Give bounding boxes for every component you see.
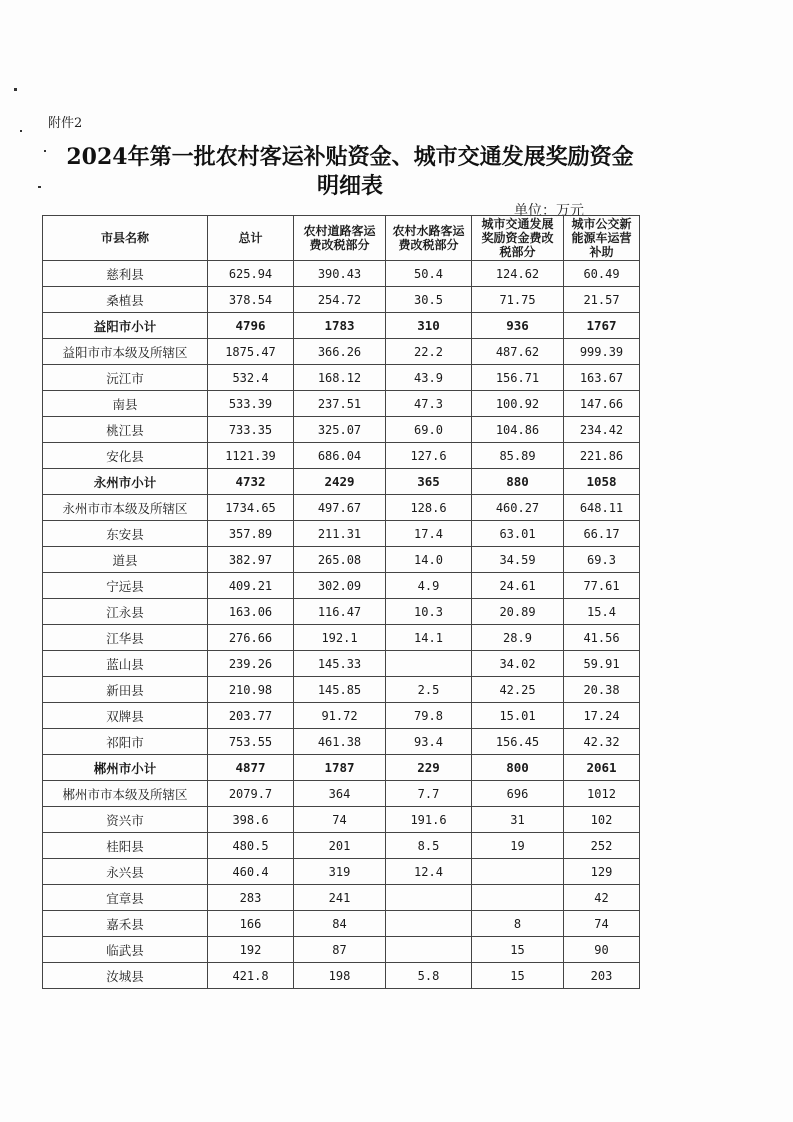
table-header-row bbox=[43, 216, 640, 261]
cell-bus-subsidy: 15.4 bbox=[564, 599, 640, 625]
cell-urban-transport: 156.45 bbox=[472, 729, 564, 755]
cell-rural-water: 17.4 bbox=[386, 521, 472, 547]
cell-rural-road: 145.85 bbox=[294, 677, 386, 703]
table-row bbox=[43, 859, 640, 885]
cell-rural-water: 8.5 bbox=[386, 833, 472, 859]
cell-total: 1734.65 bbox=[208, 495, 294, 521]
table-row bbox=[43, 703, 640, 729]
cell-bus-subsidy: 999.39 bbox=[564, 339, 640, 365]
cell-county-name: 郴州市市本级及所辖区 bbox=[43, 781, 208, 807]
table-row bbox=[43, 495, 640, 521]
cell-urban-transport: 20.89 bbox=[472, 599, 564, 625]
cell-total: 409.21 bbox=[208, 573, 294, 599]
attachment-label: 附件2 bbox=[48, 116, 83, 131]
cell-rural-water: 4.9 bbox=[386, 573, 472, 599]
cell-total: 203.77 bbox=[208, 703, 294, 729]
cell-bus-subsidy: 1012 bbox=[564, 781, 640, 807]
cell-rural-water: 12.4 bbox=[386, 859, 472, 885]
cell-total: 283 bbox=[208, 885, 294, 911]
cell-rural-road: 237.51 bbox=[294, 391, 386, 417]
cell-bus-subsidy: 60.49 bbox=[564, 261, 640, 287]
cell-county-name: 慈利县 bbox=[43, 261, 208, 287]
cell-urban-transport: 85.89 bbox=[472, 443, 564, 469]
subtotal-row bbox=[43, 313, 640, 339]
table-row bbox=[43, 339, 640, 365]
cell-bus-subsidy: 102 bbox=[564, 807, 640, 833]
cell-rural-water bbox=[386, 911, 472, 937]
cell-urban-transport: 124.62 bbox=[472, 261, 564, 287]
cell-rural-water bbox=[386, 651, 472, 677]
cell-bus-subsidy: 1767 bbox=[564, 313, 640, 339]
cell-rural-road: 1787 bbox=[294, 755, 386, 781]
cell-rural-road: 319 bbox=[294, 859, 386, 885]
cell-bus-subsidy: 42 bbox=[564, 885, 640, 911]
unit-label: 单位：万元 bbox=[514, 203, 584, 219]
cell-rural-road: 390.43 bbox=[294, 261, 386, 287]
table-row bbox=[43, 937, 640, 963]
cell-rural-road: 87 bbox=[294, 937, 386, 963]
cell-rural-road: 364 bbox=[294, 781, 386, 807]
cell-rural-water: 79.8 bbox=[386, 703, 472, 729]
cell-urban-transport: 100.92 bbox=[472, 391, 564, 417]
cell-county-name: 临武县 bbox=[43, 937, 208, 963]
cell-urban-transport bbox=[472, 859, 564, 885]
cell-rural-road: 302.09 bbox=[294, 573, 386, 599]
cell-rural-road: 254.72 bbox=[294, 287, 386, 313]
cell-bus-subsidy: 66.17 bbox=[564, 521, 640, 547]
cell-total: 4732 bbox=[208, 469, 294, 495]
cell-urban-transport: 696 bbox=[472, 781, 564, 807]
cell-county-name: 永州市小计 bbox=[43, 469, 208, 495]
subtotal-row bbox=[43, 469, 640, 495]
cell-county-name: 桃江县 bbox=[43, 417, 208, 443]
cell-county-name: 宜章县 bbox=[43, 885, 208, 911]
cell-county-name: 汝城县 bbox=[43, 963, 208, 989]
cell-total: 4877 bbox=[208, 755, 294, 781]
cell-county-name: 南县 bbox=[43, 391, 208, 417]
table-row bbox=[43, 807, 640, 833]
cell-urban-transport: 42.25 bbox=[472, 677, 564, 703]
cell-total: 1121.39 bbox=[208, 443, 294, 469]
cell-total: 532.4 bbox=[208, 365, 294, 391]
cell-rural-road: 325.07 bbox=[294, 417, 386, 443]
cell-rural-road: 192.1 bbox=[294, 625, 386, 651]
cell-total: 382.97 bbox=[208, 547, 294, 573]
cell-rural-water: 47.3 bbox=[386, 391, 472, 417]
cell-bus-subsidy: 129 bbox=[564, 859, 640, 885]
cell-total: 480.5 bbox=[208, 833, 294, 859]
cell-rural-water bbox=[386, 937, 472, 963]
cell-county-name: 永兴县 bbox=[43, 859, 208, 885]
table-row bbox=[43, 651, 640, 677]
cell-county-name: 双牌县 bbox=[43, 703, 208, 729]
cell-bus-subsidy: 90 bbox=[564, 937, 640, 963]
cell-rural-road: 497.67 bbox=[294, 495, 386, 521]
cell-urban-transport: 15.01 bbox=[472, 703, 564, 729]
cell-rural-road: 201 bbox=[294, 833, 386, 859]
cell-rural-road: 198 bbox=[294, 963, 386, 989]
table-row bbox=[43, 885, 640, 911]
cell-bus-subsidy: 221.86 bbox=[564, 443, 640, 469]
cell-rural-water: 50.4 bbox=[386, 261, 472, 287]
cell-bus-subsidy: 77.61 bbox=[564, 573, 640, 599]
cell-county-name: 江永县 bbox=[43, 599, 208, 625]
header-bus-subsidy: 城市公交新能源车运营补助 bbox=[564, 216, 640, 261]
table-row bbox=[43, 547, 640, 573]
cell-county-name: 桂阳县 bbox=[43, 833, 208, 859]
cell-rural-road: 1783 bbox=[294, 313, 386, 339]
cell-bus-subsidy: 74 bbox=[564, 911, 640, 937]
table-body bbox=[43, 261, 640, 989]
cell-urban-transport: 34.02 bbox=[472, 651, 564, 677]
cell-rural-road: 74 bbox=[294, 807, 386, 833]
cell-total: 2079.7 bbox=[208, 781, 294, 807]
cell-county-name: 嘉禾县 bbox=[43, 911, 208, 937]
header-rural-road: 农村道路客运费改税部分 bbox=[294, 216, 386, 261]
cell-total: 239.26 bbox=[208, 651, 294, 677]
cell-rural-water: 10.3 bbox=[386, 599, 472, 625]
table-row bbox=[43, 261, 640, 287]
cell-urban-transport: 63.01 bbox=[472, 521, 564, 547]
cell-county-name: 益阳市小计 bbox=[43, 313, 208, 339]
cell-total: 398.6 bbox=[208, 807, 294, 833]
cell-county-name: 蓝山县 bbox=[43, 651, 208, 677]
cell-rural-water: 310 bbox=[386, 313, 472, 339]
cell-rural-road: 461.38 bbox=[294, 729, 386, 755]
table-row bbox=[43, 963, 640, 989]
cell-rural-water: 5.8 bbox=[386, 963, 472, 989]
subtotal-row bbox=[43, 755, 640, 781]
cell-bus-subsidy: 2061 bbox=[564, 755, 640, 781]
cell-urban-transport: 31 bbox=[472, 807, 564, 833]
cell-rural-water: 14.1 bbox=[386, 625, 472, 651]
cell-rural-water bbox=[386, 885, 472, 911]
cell-urban-transport bbox=[472, 885, 564, 911]
document-title-continued: 明细表 bbox=[316, 173, 383, 199]
cell-urban-transport: 24.61 bbox=[472, 573, 564, 599]
header-urban-transport: 城市交通发展奖励资金费改税部分 bbox=[472, 216, 564, 261]
cell-county-name: 新田县 bbox=[43, 677, 208, 703]
cell-total: 4796 bbox=[208, 313, 294, 339]
table-row bbox=[43, 833, 640, 859]
cell-rural-water: 22.2 bbox=[386, 339, 472, 365]
cell-bus-subsidy: 20.38 bbox=[564, 677, 640, 703]
cell-urban-transport: 800 bbox=[472, 755, 564, 781]
cell-county-name: 益阳市市本级及所辖区 bbox=[43, 339, 208, 365]
cell-total: 276.66 bbox=[208, 625, 294, 651]
cell-rural-road: 145.33 bbox=[294, 651, 386, 677]
cell-total: 460.4 bbox=[208, 859, 294, 885]
table-row bbox=[43, 287, 640, 313]
cell-total: 533.39 bbox=[208, 391, 294, 417]
cell-county-name: 东安县 bbox=[43, 521, 208, 547]
cell-total: 210.98 bbox=[208, 677, 294, 703]
cell-county-name: 郴州市小计 bbox=[43, 755, 208, 781]
cell-rural-water: 93.4 bbox=[386, 729, 472, 755]
cell-bus-subsidy: 234.42 bbox=[564, 417, 640, 443]
cell-rural-water: 43.9 bbox=[386, 365, 472, 391]
cell-total: 625.94 bbox=[208, 261, 294, 287]
cell-urban-transport: 71.75 bbox=[472, 287, 564, 313]
cell-urban-transport: 34.59 bbox=[472, 547, 564, 573]
cell-urban-transport: 460.27 bbox=[472, 495, 564, 521]
table-row bbox=[43, 599, 640, 625]
cell-bus-subsidy: 163.67 bbox=[564, 365, 640, 391]
funding-table bbox=[42, 215, 640, 989]
cell-rural-water: 128.6 bbox=[386, 495, 472, 521]
cell-rural-water: 69.0 bbox=[386, 417, 472, 443]
cell-rural-road: 265.08 bbox=[294, 547, 386, 573]
cell-total: 378.54 bbox=[208, 287, 294, 313]
cell-urban-transport: 15 bbox=[472, 937, 564, 963]
cell-bus-subsidy: 147.66 bbox=[564, 391, 640, 417]
cell-bus-subsidy: 42.32 bbox=[564, 729, 640, 755]
table-row bbox=[43, 729, 640, 755]
table-row bbox=[43, 573, 640, 599]
cell-rural-road: 686.04 bbox=[294, 443, 386, 469]
table-row bbox=[43, 443, 640, 469]
header-total: 总计 bbox=[208, 216, 294, 261]
cell-urban-transport: 936 bbox=[472, 313, 564, 339]
cell-total: 357.89 bbox=[208, 521, 294, 547]
cell-county-name: 宁远县 bbox=[43, 573, 208, 599]
cell-bus-subsidy: 203 bbox=[564, 963, 640, 989]
cell-total: 192 bbox=[208, 937, 294, 963]
cell-rural-road: 2429 bbox=[294, 469, 386, 495]
table-row bbox=[43, 417, 640, 443]
table-row bbox=[43, 521, 640, 547]
cell-total: 1875.47 bbox=[208, 339, 294, 365]
cell-county-name: 祁阳市 bbox=[43, 729, 208, 755]
cell-rural-road: 211.31 bbox=[294, 521, 386, 547]
cell-county-name: 江华县 bbox=[43, 625, 208, 651]
cell-rural-road: 116.47 bbox=[294, 599, 386, 625]
cell-bus-subsidy: 69.3 bbox=[564, 547, 640, 573]
cell-total: 733.35 bbox=[208, 417, 294, 443]
cell-county-name: 资兴市 bbox=[43, 807, 208, 833]
cell-rural-water: 7.7 bbox=[386, 781, 472, 807]
cell-bus-subsidy: 1058 bbox=[564, 469, 640, 495]
cell-bus-subsidy: 41.56 bbox=[564, 625, 640, 651]
cell-urban-transport: 487.62 bbox=[472, 339, 564, 365]
cell-rural-road: 168.12 bbox=[294, 365, 386, 391]
cell-county-name: 道县 bbox=[43, 547, 208, 573]
cell-urban-transport: 8 bbox=[472, 911, 564, 937]
cell-urban-transport: 15 bbox=[472, 963, 564, 989]
cell-urban-transport: 880 bbox=[472, 469, 564, 495]
cell-bus-subsidy: 252 bbox=[564, 833, 640, 859]
cell-rural-road: 91.72 bbox=[294, 703, 386, 729]
scan-speck bbox=[20, 130, 22, 132]
table-row bbox=[43, 911, 640, 937]
cell-rural-water: 14.0 bbox=[386, 547, 472, 573]
scan-speck bbox=[14, 88, 17, 91]
cell-urban-transport: 156.71 bbox=[472, 365, 564, 391]
cell-rural-water: 229 bbox=[386, 755, 472, 781]
cell-rural-road: 366.26 bbox=[294, 339, 386, 365]
cell-bus-subsidy: 17.24 bbox=[564, 703, 640, 729]
cell-urban-transport: 104.86 bbox=[472, 417, 564, 443]
cell-rural-water: 365 bbox=[386, 469, 472, 495]
cell-total: 753.55 bbox=[208, 729, 294, 755]
header-rural-water: 农村水路客运费改税部分 bbox=[386, 216, 472, 261]
cell-county-name: 桑植县 bbox=[43, 287, 208, 313]
cell-rural-road: 84 bbox=[294, 911, 386, 937]
cell-county-name: 沅江市 bbox=[43, 365, 208, 391]
cell-total: 166 bbox=[208, 911, 294, 937]
cell-county-name: 永州市市本级及所辖区 bbox=[43, 495, 208, 521]
cell-urban-transport: 19 bbox=[472, 833, 564, 859]
table-row bbox=[43, 781, 640, 807]
document-title: 2024年第一批农村客运补贴资金、城市交通发展奖励资金 bbox=[66, 144, 634, 170]
cell-bus-subsidy: 59.91 bbox=[564, 651, 640, 677]
header-county-name: 市县名称 bbox=[43, 216, 208, 261]
table-row bbox=[43, 365, 640, 391]
cell-rural-water: 2.5 bbox=[386, 677, 472, 703]
cell-bus-subsidy: 21.57 bbox=[564, 287, 640, 313]
cell-rural-water: 30.5 bbox=[386, 287, 472, 313]
cell-county-name: 安化县 bbox=[43, 443, 208, 469]
cell-rural-water: 191.6 bbox=[386, 807, 472, 833]
cell-rural-road: 241 bbox=[294, 885, 386, 911]
cell-urban-transport: 28.9 bbox=[472, 625, 564, 651]
cell-total: 421.8 bbox=[208, 963, 294, 989]
cell-rural-water: 127.6 bbox=[386, 443, 472, 469]
cell-bus-subsidy: 648.11 bbox=[564, 495, 640, 521]
table-row bbox=[43, 391, 640, 417]
table-row bbox=[43, 625, 640, 651]
table-row bbox=[43, 677, 640, 703]
cell-total: 163.06 bbox=[208, 599, 294, 625]
